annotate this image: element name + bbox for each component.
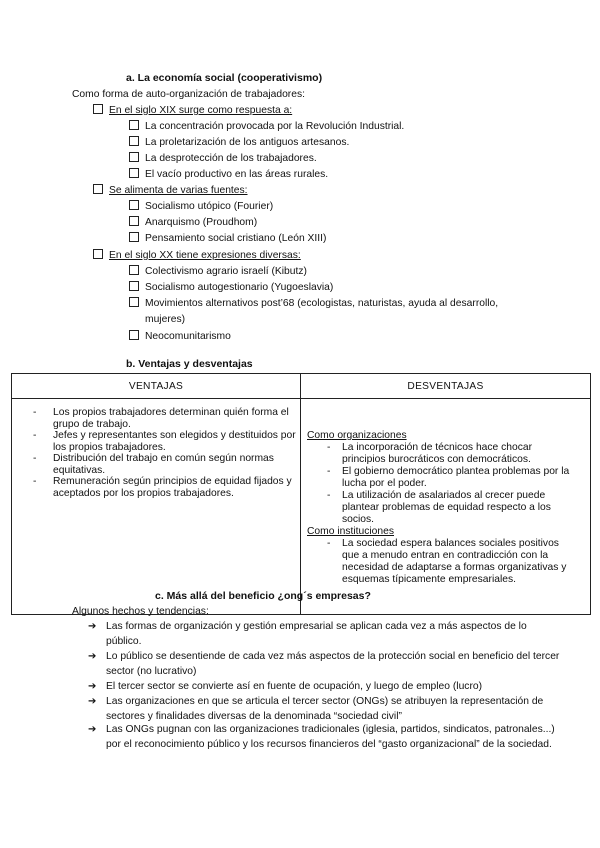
list-item: La concentración provocada por la Revolución Industrial.: [129, 120, 404, 133]
checkbox-icon: [129, 136, 139, 146]
list-item: La proletarización de los antiguos artesanos.: [129, 136, 349, 149]
arrow-icon: ➔: [88, 621, 97, 632]
category-label: Como instituciones: [307, 526, 394, 537]
list-item: ➔ Las formas de organización y gestión empresarial se aplican cada vez a más aspectos de lo público.: [88, 621, 527, 647]
list-item: Socialismo autogestionario (Yugoeslavia): [129, 281, 333, 294]
list-item: Socialismo utópico (Fourier): [129, 200, 273, 213]
list-item: - Distribución del trabajo en común según normas equitativas.: [18, 453, 296, 476]
list-item: La desprotección de los trabajadores.: [129, 152, 317, 165]
checkbox-icon: [129, 120, 139, 130]
desventajas-cell: [301, 399, 591, 615]
arrow-icon: ➔: [88, 724, 97, 735]
checkbox-icon: [129, 265, 139, 275]
list-item: - La sociedad espera balances sociales positivos que a menudo entran en contradicción con la necesidad de adaptarse a formas organizativas y esquemas típicamente empresariales.: [307, 538, 578, 586]
list-item: Neocomunitarismo: [129, 330, 231, 343]
ventajas-cell: [12, 399, 301, 615]
checkbox-icon: [129, 232, 139, 242]
checkbox-icon: [129, 297, 139, 307]
list-item: Movimientos alternativos post’68 (ecologistas, naturistas, ayuda al desarrollo,: [129, 297, 498, 310]
checkbox-icon: [129, 200, 139, 210]
list-item: - Jefes y representantes son elegidos y destituidos por los propios trabajadores.: [18, 430, 296, 453]
checkbox-icon: [129, 330, 139, 340]
list-item: ➔ Lo público se desentiende de cada vez más aspectos de la protección social en beneficio del tercer sector (no lucrativo): [88, 651, 560, 677]
checkbox-icon: [93, 184, 103, 194]
section-c-intro: Algunos hechos y tendencias:: [72, 606, 209, 617]
column-header-desventajas: DESVENTAJAS: [301, 374, 591, 399]
checkbox-icon: [129, 216, 139, 226]
group-label: En el siglo XX tiene expresiones diversas:: [93, 249, 301, 262]
arrow-icon: ➔: [88, 651, 97, 662]
list-item: El vacío productivo en las áreas rurales.: [129, 168, 328, 181]
list-item: ➔ El tercer sector se convierte así en fuente de ocupación, y luego de empleo (lucro): [88, 681, 483, 692]
list-item: Anarquismo (Proudhom): [129, 216, 257, 229]
list-item-continuation: mujeres): [145, 314, 186, 325]
section-a-intro: Como forma de auto-organización de trabajadores:: [72, 89, 305, 100]
section-a-heading: a. La economía social (cooperativismo): [126, 72, 323, 84]
list-item: Pensamiento social cristiano (León XIII): [129, 232, 326, 245]
section-b-heading: b. Ventajas y desventajas: [126, 358, 253, 370]
list-item: ➔ Las organizaciones en que se articula el tercer sector (ONGs) se atribuyen la representación de sectores y finalidades diversas de la denominada “sociedad civil”: [88, 696, 544, 722]
category-label: Como organizaciones: [307, 430, 407, 441]
checkbox-icon: [129, 152, 139, 162]
section-c-heading: c. Más allá del beneficio ¿ong´s empresas?: [155, 590, 371, 602]
checkbox-icon: [129, 168, 139, 178]
list-item: - La incorporación de técnicos hace chocar principios burocráticos con democráticos.: [307, 442, 578, 466]
list-item: - Remuneración según principios de equidad fijados y aceptados por los propios trabajadores.: [18, 476, 296, 499]
list-item: - Los propios trabajadores determinan quién forma el grupo de trabajo.: [18, 407, 296, 430]
checkbox-icon: [129, 281, 139, 291]
list-item: - El gobierno democrático plantea problemas por la lucha por el poder.: [307, 466, 578, 490]
checkbox-icon: [93, 249, 103, 259]
arrow-icon: ➔: [88, 681, 97, 692]
group-label: Se alimenta de varias fuentes:: [93, 184, 248, 197]
group-label: En el siglo XIX surge como respuesta a:: [93, 104, 292, 117]
checkbox-icon: [93, 104, 103, 114]
arrow-icon: ➔: [88, 696, 97, 707]
list-item: Colectivismo agrario israelí (Kibutz): [129, 265, 307, 278]
advantages-table: [11, 373, 591, 615]
column-header-ventajas: VENTAJAS: [12, 374, 301, 399]
list-item: ➔ Las ONGs pugnan con las organizaciones tradicionales (iglesia, partidos, sindicatos, patronales...) por el reconocimiento público y los recursos financieros del “gasto organizacional” de la sociedad.: [88, 724, 555, 750]
list-item: - La utilización de asalariados al crecer puede plantear problemas de equidad respecto a los socios.: [307, 490, 578, 526]
